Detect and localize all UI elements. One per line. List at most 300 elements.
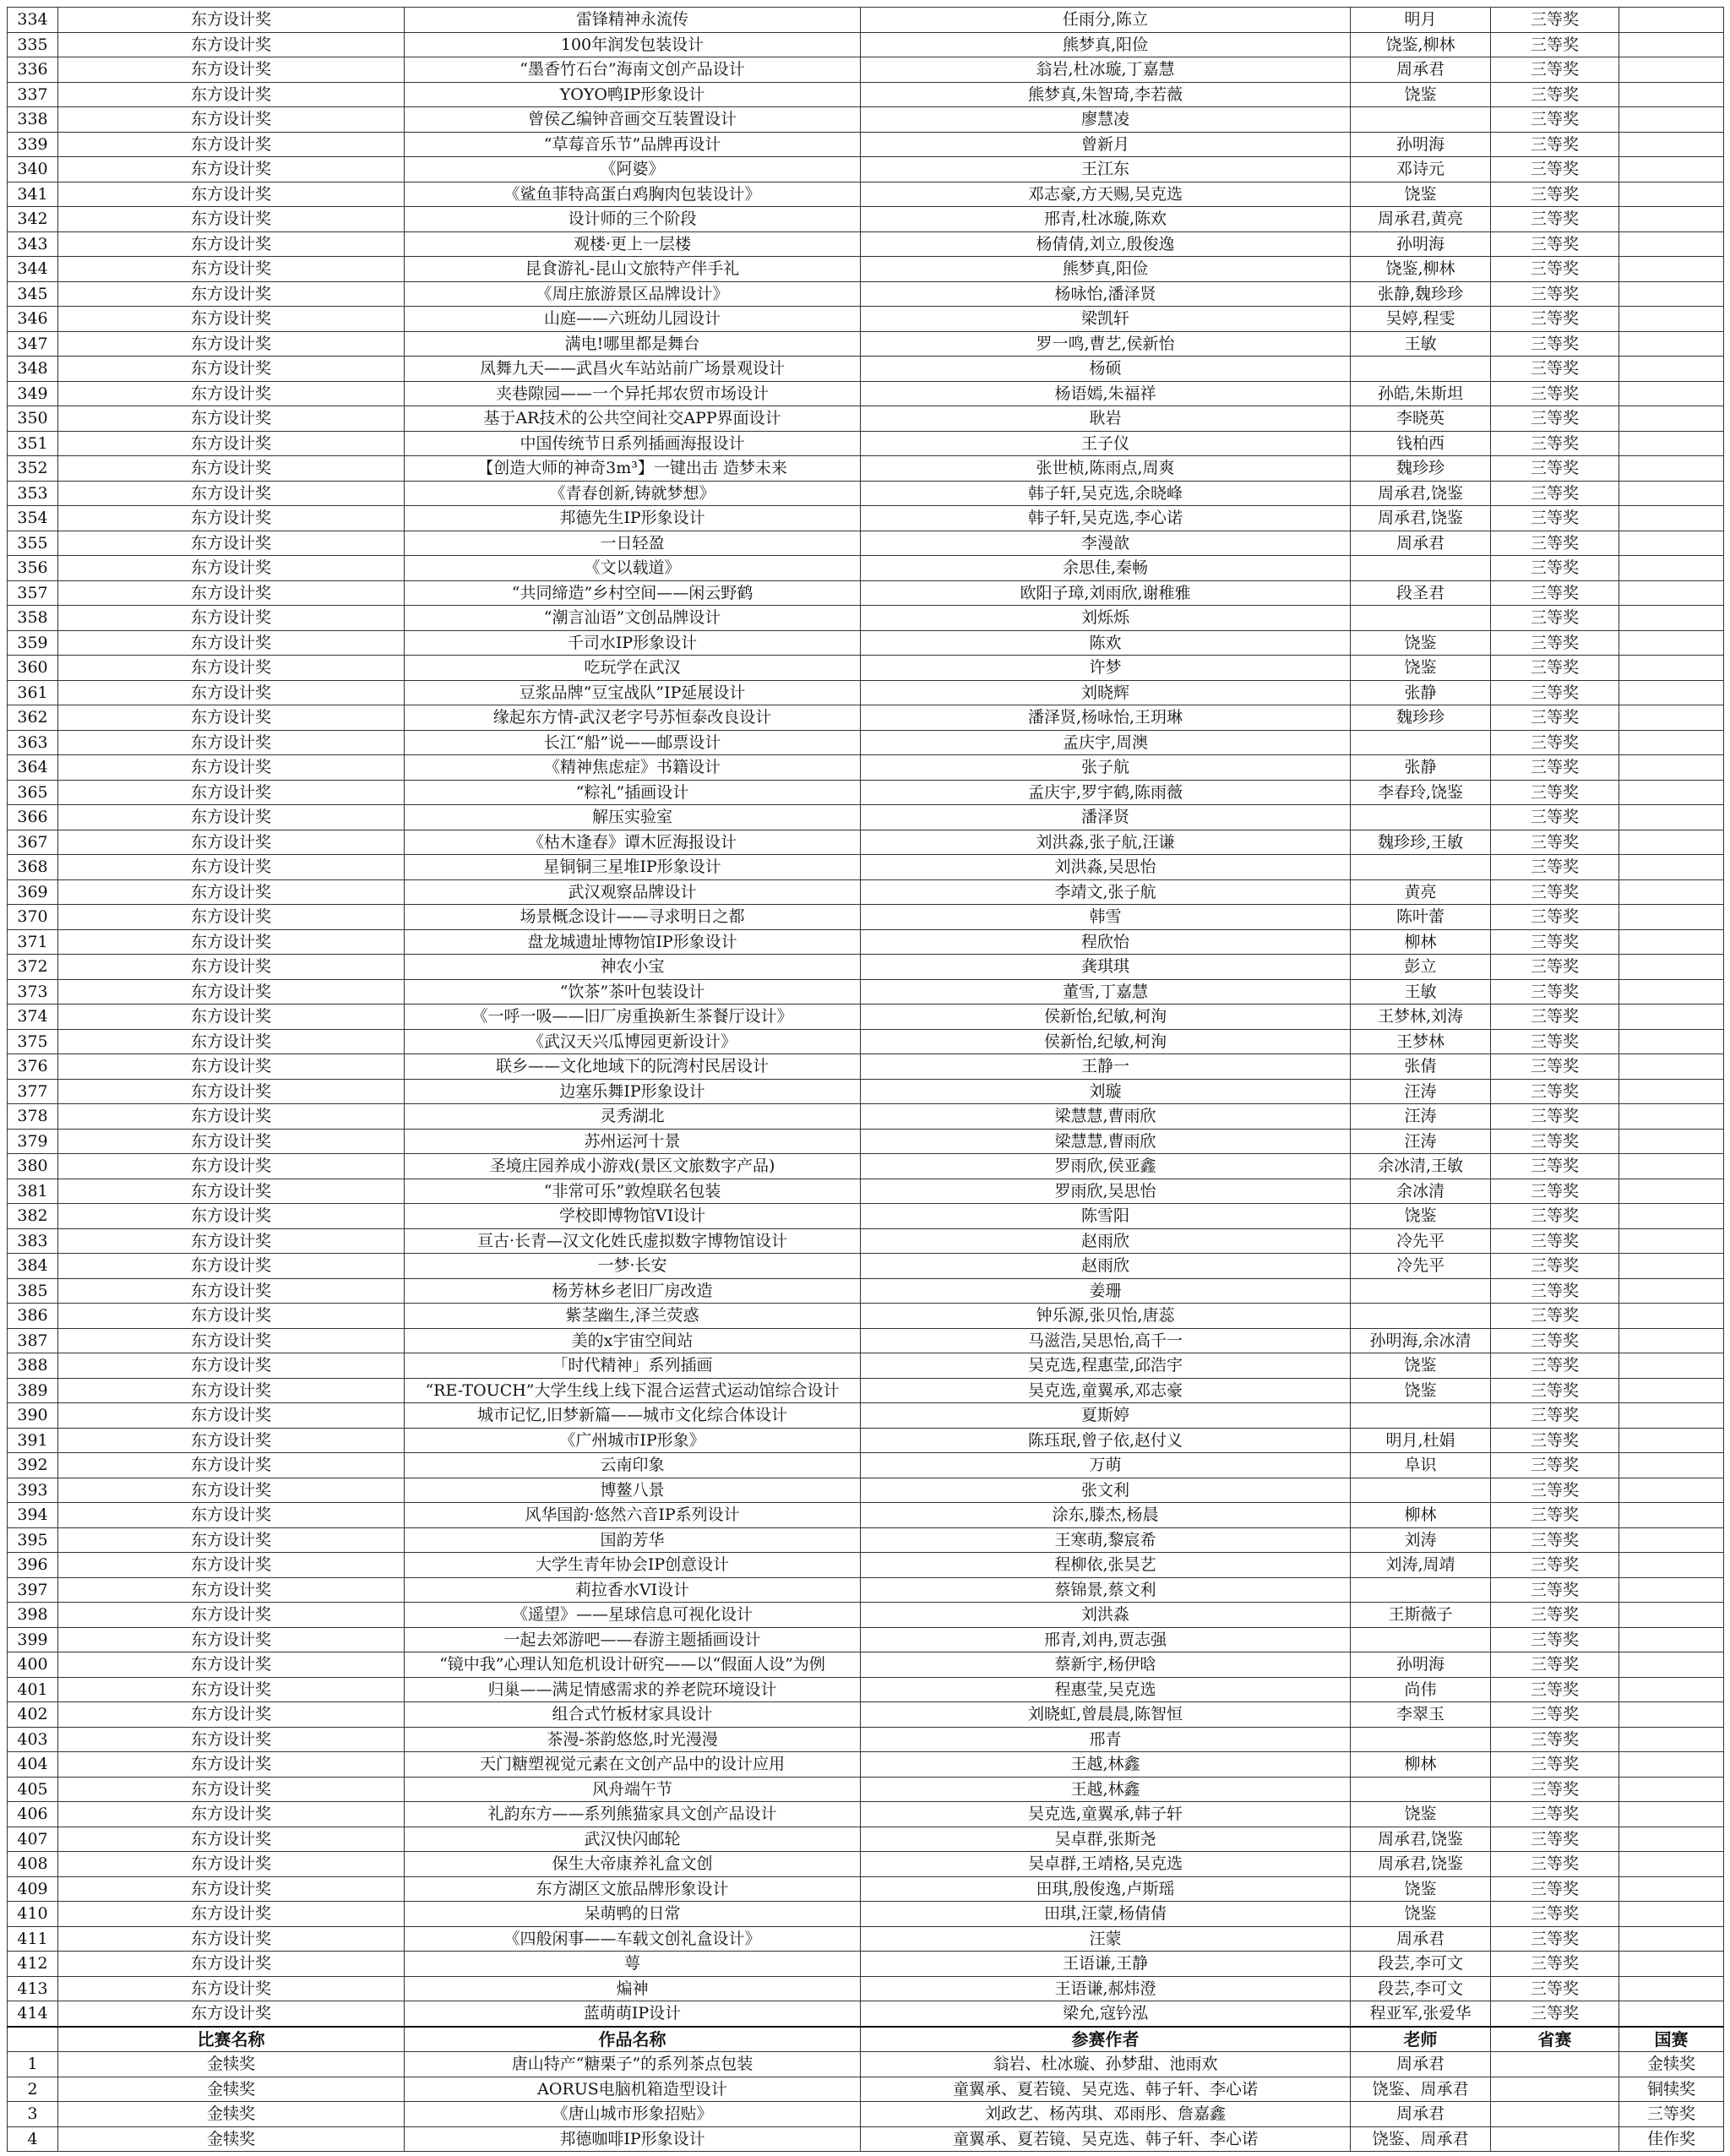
national-award-cell <box>1619 580 1724 606</box>
competition-cell: 东方设计奖 <box>58 82 405 107</box>
provincial-award-cell: 三等奖 <box>1491 680 1619 705</box>
teacher-cell: 周承君 <box>1351 2102 1491 2127</box>
national-award-cell <box>1619 406 1724 432</box>
teacher-cell <box>1351 357 1491 382</box>
work-title-cell: 神农小宝 <box>405 955 861 980</box>
work-title-cell: 场景概念设计——寻求明日之都 <box>405 905 861 930</box>
table-row <box>8 182 1724 207</box>
row-number-cell: 377 <box>8 1079 58 1104</box>
provincial-award-cell: 三等奖 <box>1491 1802 1619 1827</box>
table-row <box>8 630 1724 656</box>
teacher-cell: 孙皓,朱斯坦 <box>1351 381 1491 406</box>
row-number-cell: 381 <box>8 1179 58 1204</box>
row-number-cell: 385 <box>8 1278 58 1304</box>
competition-cell: 金犊奖 <box>58 2102 405 2127</box>
national-award-cell <box>1619 1677 1724 1702</box>
row-number-cell: 393 <box>8 1478 58 1503</box>
table-row <box>8 1378 1724 1403</box>
competition-cell: 东方设计奖 <box>58 1677 405 1702</box>
authors-cell: 万萌 <box>861 1453 1351 1478</box>
provincial-award-cell: 三等奖 <box>1491 1428 1619 1453</box>
work-title-cell: 一梦·长安 <box>405 1254 861 1279</box>
national-award-cell <box>1619 1453 1724 1478</box>
competition-cell: 东方设计奖 <box>58 8 405 33</box>
table-row <box>8 1802 1724 1827</box>
teacher-cell: 阜识 <box>1351 1453 1491 1478</box>
provincial-award-cell: 三等奖 <box>1491 630 1619 656</box>
work-title-cell: 《一呼一吸——旧厂房重换新生茶餐厅设计》 <box>405 1004 861 1030</box>
row-number-cell: 352 <box>8 456 58 482</box>
row-number-cell: 365 <box>8 780 58 805</box>
work-title-cell: 一起去郊游吧——春游主题插画设计 <box>405 1627 861 1652</box>
provincial-award-cell: 三等奖 <box>1491 1204 1619 1229</box>
authors-cell: 梁慧慧,曹雨欣 <box>861 1129 1351 1154</box>
row-number-cell: 383 <box>8 1228 58 1254</box>
national-award-cell <box>1619 630 1724 656</box>
row-number-cell: 402 <box>8 1702 58 1728</box>
work-title-cell: 博鳌八景 <box>405 1478 861 1503</box>
row-number-cell: 361 <box>8 680 58 705</box>
competition-cell: 东方设计奖 <box>58 1727 405 1752</box>
table-row <box>8 1752 1724 1778</box>
national-award-cell: 三等奖 <box>1619 2102 1724 2127</box>
row-number-cell: 408 <box>8 1852 58 1877</box>
competition-cell: 东方设计奖 <box>58 1577 405 1603</box>
work-title-cell: 盘龙城遗址博物馆IP形象设计 <box>405 929 861 955</box>
row-number-cell: 404 <box>8 1752 58 1778</box>
row-number-cell: 342 <box>8 207 58 232</box>
work-title-cell: 大学生青年协会IP创意设计 <box>405 1553 861 1578</box>
row-number-cell: 336 <box>8 57 58 83</box>
table-row <box>8 431 1724 456</box>
competition-cell: 东方设计奖 <box>58 1428 405 1453</box>
national-award-cell <box>1619 1428 1724 1453</box>
work-title-cell: 邦德先生IP形象设计 <box>405 506 861 531</box>
competition-cell: 东方设计奖 <box>58 1553 405 1578</box>
row-number-cell: 414 <box>8 2001 58 2027</box>
table-row <box>8 1228 1724 1254</box>
national-award-cell <box>1619 855 1724 880</box>
authors-cell: 吴克选,童翼承,韩子轩 <box>861 1802 1351 1827</box>
competition-cell: 东方设计奖 <box>58 1104 405 1130</box>
row-number-cell: 409 <box>8 1876 58 1902</box>
row-number-cell: 372 <box>8 955 58 980</box>
row-number-cell: 359 <box>8 630 58 656</box>
provincial-award-cell: 三等奖 <box>1491 182 1619 207</box>
authors-cell: 王语谦,郝炜澄 <box>861 1976 1351 2001</box>
authors-cell: 杨咏怡,潘泽贤 <box>861 281 1351 307</box>
row-number-cell: 386 <box>8 1304 58 1329</box>
row-number-cell: 403 <box>8 1727 58 1752</box>
authors-cell: 陈雪阳 <box>861 1204 1351 1229</box>
competition-cell: 东方设计奖 <box>58 357 405 382</box>
authors-cell: 田琪,殷俊逸,卢斯瑶 <box>861 1876 1351 1902</box>
competition-cell: 东方设计奖 <box>58 1054 405 1080</box>
competition-cell: 东方设计奖 <box>58 955 405 980</box>
authors-cell: 侯新怡,纪敏,柯洵 <box>861 1029 1351 1054</box>
authors-cell: 罗雨欣,吴思怡 <box>861 1179 1351 1204</box>
provincial-award-cell: 三等奖 <box>1491 1603 1619 1628</box>
authors-cell: 邓志豪,方天赐,吴克选 <box>861 182 1351 207</box>
competition-cell: 东方设计奖 <box>58 879 405 905</box>
provincial-award-cell: 三等奖 <box>1491 57 1619 83</box>
competition-cell: 东方设计奖 <box>58 1527 405 1553</box>
teacher-cell: 周承君 <box>1351 2052 1491 2077</box>
national-award-cell <box>1619 1079 1724 1104</box>
work-title-cell: 《文以载道》 <box>405 556 861 581</box>
work-title-cell: 曾侯乙编钟音画交互装置设计 <box>405 107 861 133</box>
table-row <box>8 456 1724 482</box>
row-number-cell: 367 <box>8 830 58 855</box>
authors-cell: 任雨分,陈立 <box>861 8 1351 33</box>
national-award-cell <box>1619 680 1724 705</box>
teacher-cell: 周承君 <box>1351 1926 1491 1952</box>
provincial-award-cell: 三等奖 <box>1491 1104 1619 1130</box>
authors-cell: 刘洪淼,张子航,汪谦 <box>861 830 1351 855</box>
table-row <box>8 82 1724 107</box>
work-title-cell: “墨香竹石台”海南文创产品设计 <box>405 57 861 83</box>
competition-cell: 东方设计奖 <box>58 1777 405 1802</box>
national-award-cell <box>1619 879 1724 905</box>
work-title-cell: 设计师的三个阶段 <box>405 207 861 232</box>
provincial-award-cell: 三等奖 <box>1491 207 1619 232</box>
authors-cell: 王寒萌,黎宸希 <box>861 1527 1351 1553</box>
table-row <box>8 57 1724 83</box>
teacher-cell: 明月 <box>1351 8 1491 33</box>
national-award-cell <box>1619 1179 1724 1204</box>
row-number-cell: 392 <box>8 1453 58 1478</box>
row-number-cell: 345 <box>8 281 58 307</box>
national-award-cell <box>1619 1228 1724 1254</box>
competition-cell: 东方设计奖 <box>58 1004 405 1030</box>
competition-cell: 东方设计奖 <box>58 1353 405 1379</box>
row-number-cell: 4 <box>8 2126 58 2152</box>
work-title-cell: 雷锋精神永流传 <box>405 8 861 33</box>
work-title-cell: 组合式竹板材家具设计 <box>405 1702 861 1728</box>
table-row <box>8 1029 1724 1054</box>
provincial-award-cell: 三等奖 <box>1491 107 1619 133</box>
work-title-cell: “粽礼”插画设计 <box>405 780 861 805</box>
provincial-award-cell: 三等奖 <box>1491 1852 1619 1877</box>
header-provincial: 省赛 <box>1491 2027 1619 2052</box>
competition-cell: 东方设计奖 <box>58 1228 405 1254</box>
work-title-cell: 灵秀湖北 <box>405 1104 861 1130</box>
table-row <box>8 1876 1724 1902</box>
authors-cell: 吴卓群,王靖格,吴克选 <box>861 1852 1351 1877</box>
table-row <box>8 531 1724 556</box>
work-title-cell: 邦德咖啡IP形象设计 <box>405 2126 861 2152</box>
provincial-award-cell: 三等奖 <box>1491 805 1619 830</box>
national-award-cell <box>1619 1004 1724 1030</box>
work-title-cell: 苏州运河十景 <box>405 1129 861 1154</box>
competition-cell: 东方设计奖 <box>58 1652 405 1678</box>
national-award-cell <box>1619 1353 1724 1379</box>
table-row <box>8 1353 1724 1379</box>
work-title-cell: 煸神 <box>405 1976 861 2001</box>
table-row <box>8 805 1724 830</box>
table-row <box>8 1527 1724 1553</box>
table-row <box>8 1952 1724 1977</box>
authors-cell: 廖慧凌 <box>861 107 1351 133</box>
competition-cell: 金犊奖 <box>58 2126 405 2152</box>
provincial-award-cell: 三等奖 <box>1491 32 1619 57</box>
row-number-cell: 406 <box>8 1802 58 1827</box>
teacher-cell: 饶鉴 <box>1351 1353 1491 1379</box>
authors-cell: 赵雨欣 <box>861 1228 1351 1254</box>
competition-cell: 东方设计奖 <box>58 1378 405 1403</box>
teacher-cell: 刘涛,周靖 <box>1351 1553 1491 1578</box>
teacher-cell: 余冰清 <box>1351 1179 1491 1204</box>
teacher-cell: 饶鉴 <box>1351 1876 1491 1902</box>
authors-cell: 涂东,滕杰,杨晨 <box>861 1503 1351 1528</box>
table-row <box>8 1702 1724 1728</box>
teacher-cell: 饶鉴 <box>1351 1802 1491 1827</box>
row-number-cell: 374 <box>8 1004 58 1030</box>
national-award-cell <box>1619 1204 1724 1229</box>
table-row <box>8 1328 1724 1353</box>
teacher-cell: 王敏 <box>1351 331 1491 357</box>
competition-cell: 东方设计奖 <box>58 157 405 182</box>
teacher-cell: 饶鉴 <box>1351 630 1491 656</box>
teacher-cell: 周承君,饶鉴 <box>1351 1852 1491 1877</box>
authors-cell: 李漫歆 <box>861 531 1351 556</box>
competition-cell: 东方设计奖 <box>58 730 405 755</box>
provincial-award-cell: 三等奖 <box>1491 1777 1619 1802</box>
award-table <box>7 7 1724 2152</box>
authors-cell: 马滋浩,吴思怡,高千一 <box>861 1328 1351 1353</box>
authors-cell: 刘烁烁 <box>861 606 1351 631</box>
table-row <box>8 955 1724 980</box>
competition-cell: 东方设计奖 <box>58 630 405 656</box>
competition-cell: 东方设计奖 <box>58 257 405 282</box>
provincial-award-cell: 三等奖 <box>1491 381 1619 406</box>
provincial-award-cell <box>1491 2102 1619 2127</box>
work-title-cell: 东方湖区文旅品牌形象设计 <box>405 1876 861 1902</box>
national-award-cell <box>1619 1976 1724 2001</box>
work-title-cell: 《精神焦虑症》书籍设计 <box>405 755 861 781</box>
national-award-cell <box>1619 1827 1724 1852</box>
authors-cell: 韩子轩,吴克选,余晓峰 <box>861 481 1351 506</box>
national-award-cell <box>1619 1054 1724 1080</box>
provincial-award-cell: 三等奖 <box>1491 82 1619 107</box>
work-title-cell: 紫茎幽生,泽兰荧惑 <box>405 1304 861 1329</box>
work-title-cell: 观楼·更上一层楼 <box>405 231 861 257</box>
work-title-cell: 风华国韵·悠然六音IP系列设计 <box>405 1503 861 1528</box>
work-title-cell: 《唐山城市形象招贴》 <box>405 2102 861 2127</box>
provincial-award-cell: 三等奖 <box>1491 1353 1619 1379</box>
provincial-award-cell: 三等奖 <box>1491 1677 1619 1702</box>
national-award-cell <box>1619 57 1724 83</box>
row-number-cell: 405 <box>8 1777 58 1802</box>
work-title-cell: 凤舞九天——武昌火车站站前广场景观设计 <box>405 357 861 382</box>
teacher-cell: 段芸,李可文 <box>1351 1952 1491 1977</box>
table-row <box>8 481 1724 506</box>
competition-cell: 东方设计奖 <box>58 805 405 830</box>
authors-cell: 杨硕 <box>861 357 1351 382</box>
teacher-cell: 王斯薇子 <box>1351 1603 1491 1628</box>
teacher-cell <box>1351 1577 1491 1603</box>
work-title-cell: 《枯木逢春》谭木匠海报设计 <box>405 830 861 855</box>
teacher-cell: 饶鉴 <box>1351 1378 1491 1403</box>
national-award-cell <box>1619 357 1724 382</box>
row-number-cell: 400 <box>8 1652 58 1678</box>
national-award-cell <box>1619 231 1724 257</box>
teacher-cell: 周承君 <box>1351 531 1491 556</box>
teacher-cell <box>1351 107 1491 133</box>
row-number-cell: 396 <box>8 1553 58 1578</box>
competition-cell: 东方设计奖 <box>58 456 405 482</box>
provincial-award-cell: 三等奖 <box>1491 1902 1619 1927</box>
national-award-cell <box>1619 1328 1724 1353</box>
authors-cell: 韩子轩,吴克选,李心诺 <box>861 506 1351 531</box>
teacher-cell: 柳林 <box>1351 1503 1491 1528</box>
table-row <box>8 656 1724 681</box>
national-award-cell <box>1619 157 1724 182</box>
provincial-award-cell: 三等奖 <box>1491 1553 1619 1578</box>
provincial-award-cell: 三等奖 <box>1491 307 1619 332</box>
row-number-cell: 337 <box>8 82 58 107</box>
row-number-cell: 364 <box>8 755 58 781</box>
teacher-cell <box>1351 1304 1491 1329</box>
authors-cell: 吴卓群,张斯尧 <box>861 1827 1351 1852</box>
row-number-cell: 370 <box>8 905 58 930</box>
provincial-award-cell: 三等奖 <box>1491 1727 1619 1752</box>
competition-cell: 东方设计奖 <box>58 656 405 681</box>
provincial-award-cell: 三等奖 <box>1491 1876 1619 1902</box>
competition-cell: 东方设计奖 <box>58 431 405 456</box>
work-title-cell: 礼韵东方——系列熊猫家具文创产品设计 <box>405 1802 861 1827</box>
teacher-cell: 饶鉴 <box>1351 82 1491 107</box>
work-title-cell: 《周庄旅游景区品牌设计》 <box>405 281 861 307</box>
competition-cell: 东方设计奖 <box>58 1802 405 1827</box>
table-row <box>8 2077 1724 2102</box>
national-award-cell <box>1619 929 1724 955</box>
competition-cell: 东方设计奖 <box>58 1029 405 1054</box>
teacher-cell: 冷先平 <box>1351 1228 1491 1254</box>
row-number-cell: 343 <box>8 231 58 257</box>
authors-cell: 程柳依,张昊艺 <box>861 1553 1351 1578</box>
work-title-cell: “镜中我”心理认知危机设计研究——以“假面人设”为例 <box>405 1652 861 1678</box>
work-title-cell: 满电!哪里都是舞台 <box>405 331 861 357</box>
table-row <box>8 2126 1724 2152</box>
national-award-cell <box>1619 1503 1724 1528</box>
national-award-cell <box>1619 780 1724 805</box>
teacher-cell <box>1351 805 1491 830</box>
national-award-cell <box>1619 905 1724 930</box>
competition-cell: 金犊奖 <box>58 2077 405 2102</box>
competition-cell: 东方设计奖 <box>58 606 405 631</box>
teacher-cell: 饶鉴,柳林 <box>1351 32 1491 57</box>
table-row <box>8 1553 1724 1578</box>
work-title-cell: “RE-TOUCH”大学生线上线下混合运营式运动馆综合设计 <box>405 1378 861 1403</box>
teacher-cell: 钱柏西 <box>1351 431 1491 456</box>
provincial-award-cell: 三等奖 <box>1491 132 1619 157</box>
provincial-award-cell: 三等奖 <box>1491 955 1619 980</box>
work-title-cell: 风舟端午节 <box>405 1777 861 1802</box>
competition-cell: 东方设计奖 <box>58 929 405 955</box>
national-award-cell <box>1619 1727 1724 1752</box>
teacher-cell: 吴婷,程雯 <box>1351 307 1491 332</box>
row-number-cell: 356 <box>8 556 58 581</box>
provincial-award-cell: 三等奖 <box>1491 705 1619 731</box>
row-number-cell: 360 <box>8 656 58 681</box>
teacher-cell: 饶鉴、周承君 <box>1351 2077 1491 2102</box>
work-title-cell: 解压实验室 <box>405 805 861 830</box>
table-row <box>8 231 1724 257</box>
authors-cell: 王静一 <box>861 1054 1351 1080</box>
table-row <box>8 879 1724 905</box>
provincial-award-cell: 三等奖 <box>1491 257 1619 282</box>
row-number-cell: 348 <box>8 357 58 382</box>
row-number-cell: 344 <box>8 257 58 282</box>
national-award-cell <box>1619 506 1724 531</box>
provincial-award-cell <box>1491 2126 1619 2152</box>
national-award-cell <box>1619 1029 1724 1054</box>
provincial-award-cell: 三等奖 <box>1491 1952 1619 1977</box>
table-row <box>8 2001 1724 2027</box>
table-row <box>8 855 1724 880</box>
authors-cell: 程欣怡 <box>861 929 1351 955</box>
authors-cell: 童翼承、夏若镜、吴克选、韩子轩、李心诺 <box>861 2126 1351 2152</box>
teacher-cell: 饶鉴 <box>1351 1902 1491 1927</box>
row-number-cell: 378 <box>8 1104 58 1130</box>
teacher-cell: 张静,魏珍珍 <box>1351 281 1491 307</box>
provincial-award-cell: 三等奖 <box>1491 606 1619 631</box>
provincial-award-cell: 三等奖 <box>1491 1827 1619 1852</box>
teacher-cell <box>1351 1278 1491 1304</box>
competition-cell: 东方设计奖 <box>58 1702 405 1728</box>
row-number-cell: 346 <box>8 307 58 332</box>
competition-cell: 东方设计奖 <box>58 1328 405 1353</box>
provincial-award-cell: 三等奖 <box>1491 1752 1619 1778</box>
row-number-cell: 375 <box>8 1029 58 1054</box>
table-row <box>8 606 1724 631</box>
authors-cell: 董雪,丁嘉慧 <box>861 979 1351 1004</box>
national-award-cell <box>1619 107 1724 133</box>
table-row <box>8 1278 1724 1304</box>
provincial-award-cell: 三等奖 <box>1491 1228 1619 1254</box>
authors-cell: 曾新月 <box>861 132 1351 157</box>
competition-cell: 东方设计奖 <box>58 1827 405 1852</box>
work-title-cell: 「时代精神」系列插画 <box>405 1353 861 1379</box>
teacher-cell: 魏珍珍,王敏 <box>1351 830 1491 855</box>
row-number-cell: 351 <box>8 431 58 456</box>
work-title-cell: 唐山特产“糖栗子”的系列茶点包装 <box>405 2052 861 2077</box>
authors-cell: 王子仪 <box>861 431 1351 456</box>
national-award-cell <box>1619 730 1724 755</box>
provincial-award-cell: 三等奖 <box>1491 1503 1619 1528</box>
competition-cell: 东方设计奖 <box>58 1876 405 1902</box>
row-number-cell: 338 <box>8 107 58 133</box>
header-work-title: 作品名称 <box>405 2027 861 2052</box>
provincial-award-cell: 三等奖 <box>1491 506 1619 531</box>
table-row <box>8 207 1724 232</box>
work-title-cell: 国韵芳华 <box>405 1527 861 1553</box>
table-row <box>8 1577 1724 1603</box>
work-title-cell: 云南印象 <box>405 1453 861 1478</box>
provincial-award-cell: 三等奖 <box>1491 1079 1619 1104</box>
row-number-cell: 335 <box>8 32 58 57</box>
teacher-cell: 李翠玉 <box>1351 1702 1491 1728</box>
provincial-award-cell: 三等奖 <box>1491 1029 1619 1054</box>
competition-cell: 东方设计奖 <box>58 1403 405 1429</box>
table-row <box>8 730 1724 755</box>
row-number-cell: 398 <box>8 1603 58 1628</box>
teacher-cell: 尚伟 <box>1351 1677 1491 1702</box>
row-number-cell: 353 <box>8 481 58 506</box>
table-row <box>8 979 1724 1004</box>
row-number-cell: 363 <box>8 730 58 755</box>
